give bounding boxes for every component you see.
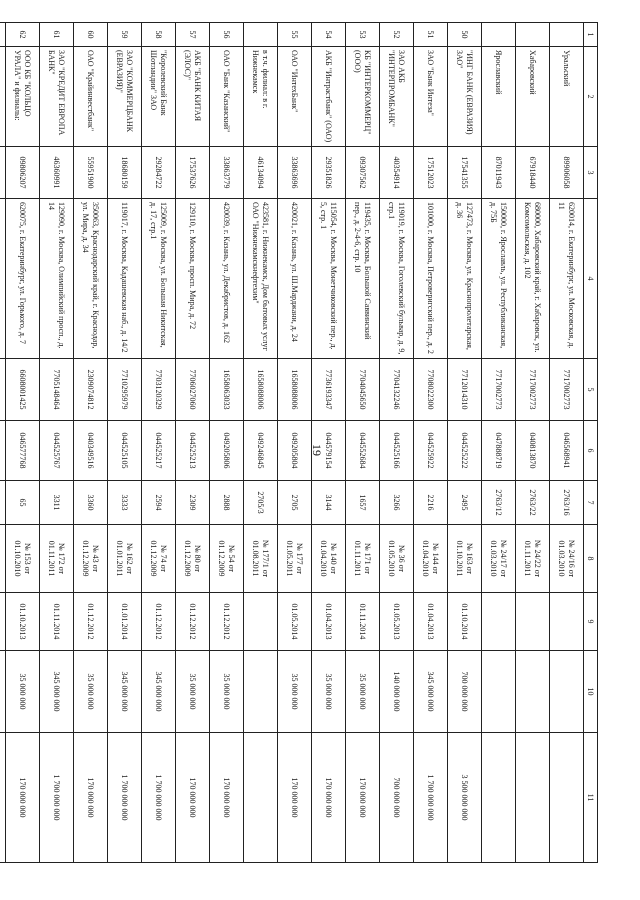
reg-number-cell: 2888: [210, 481, 244, 525]
okpo-cell: 33863696: [278, 147, 312, 199]
table-row: [482, 23, 516, 863]
okpo-cell: 09806207: [6, 147, 40, 199]
bank-registry-table: [0, 22, 598, 863]
inn-cell: 7708022300: [414, 359, 448, 421]
date-cell: [516, 593, 550, 651]
amount-cell: 35 000 000: [6, 651, 40, 733]
certificate-cell: № 43 от 01.12.2009: [74, 525, 108, 593]
bik-cell: 044525222: [448, 421, 482, 481]
column-header: 6: [584, 421, 598, 481]
amount-cell: 700 000 000: [448, 651, 482, 733]
limit-cell: 170 000 000: [346, 733, 380, 863]
inn-cell: 7705148464: [40, 359, 74, 421]
column-header: 11: [584, 733, 598, 863]
limit-cell: 1 700 000 000: [142, 733, 176, 863]
date-cell: 01.10.2013: [6, 593, 40, 651]
certificate-cell: № 74 от 01.12.2009: [142, 525, 176, 593]
row-number-cell: [244, 23, 278, 47]
table-row: [0, 23, 6, 863]
date-cell: 01.12.2012: [142, 593, 176, 651]
column-header: 10: [584, 651, 598, 733]
limit-cell: 700 000 000: [380, 733, 414, 863]
certificate-cell: № 153 от 01.10.2010: [6, 525, 40, 593]
certificate-cell: № 162 от 01.01.2011: [108, 525, 142, 593]
bik-cell: 044525105: [108, 421, 142, 481]
bik-cell: 040349516: [74, 421, 108, 481]
limit-cell: 3 500 000 000: [448, 733, 482, 863]
bik-cell: [0, 421, 6, 481]
inn-cell: 7703120329: [142, 359, 176, 421]
bank-name-cell: КБ "ИНТЕРКОММЕРЦ" (ООО): [346, 47, 380, 147]
limit-cell: 170 000 000: [6, 733, 40, 863]
address-cell: 150000, г. Ярославль, ул. Республиканская, д. 75Б: [482, 199, 516, 359]
inn-cell: 7717002773: [516, 359, 550, 421]
date-cell: 01.04.2013: [414, 593, 448, 651]
limit-cell: [516, 733, 550, 863]
address-cell: 423581, г. Нижнекамск, Дом бытовых услуг ОАО "Нижнекамскнефтехим": [244, 199, 278, 359]
okpo-cell: 67918440: [516, 147, 550, 199]
certificate-cell: № 140 от 01.04.2010: [312, 525, 346, 593]
reg-number-cell: 3311: [40, 481, 74, 525]
table-row: [516, 23, 550, 863]
reg-number-cell: 3266: [380, 481, 414, 525]
inn-cell: 7717002773: [550, 359, 584, 421]
table-row: [244, 23, 278, 863]
address-cell: 420039, г. Казань, ул. Декабристов, д. 162: [210, 199, 244, 359]
table-row: [6, 23, 40, 863]
date-cell: 01.10.2014: [448, 593, 482, 651]
address-cell: 129090, г. Москва, Олимпийский просп., д. 14: [40, 199, 74, 359]
inn-cell: 7712014310: [448, 359, 482, 421]
certificate-cell: [0, 525, 6, 593]
amount-cell: [516, 651, 550, 733]
date-cell: 01.11.2014: [40, 593, 74, 651]
limit-cell: 170 000 000: [278, 733, 312, 863]
reg-number-cell: 2763/22: [516, 481, 550, 525]
amount-cell: 345 000 000: [40, 651, 74, 733]
okpo-cell: [0, 147, 6, 199]
date-cell: 01.05.2013: [380, 593, 414, 651]
okpo-cell: 17541355: [448, 147, 482, 199]
certificate-cell: № 24/17 от 01.03.2010: [482, 525, 516, 593]
address-cell: 620014, г. Екатеринбург, ул. Московская, д. 11: [550, 199, 584, 359]
certificate-cell: № 36 от 01.05.2010: [380, 525, 414, 593]
bik-cell: 044579154: [312, 421, 346, 481]
table-row: [312, 23, 346, 863]
amount-cell: [550, 651, 584, 733]
bank-registry-table-wrapper: [13, 22, 598, 862]
date-cell: 01.11.2014: [346, 593, 380, 651]
bank-name-cell: ЗАО "Банк Интеза": [414, 47, 448, 147]
okpo-cell: 33863779: [210, 147, 244, 199]
column-number-row: [584, 23, 598, 863]
page-number: 19: [310, 444, 324, 456]
address-cell: 125009, г. Москва, ул. Большая Никитская, д. 17, стр.1: [142, 199, 176, 359]
inn-cell: 1658063033: [210, 359, 244, 421]
limit-cell: 1 700 000 000: [40, 733, 74, 863]
column-header: 1: [584, 23, 598, 47]
limit-cell: 170 000 000: [74, 733, 108, 863]
inn-cell: 6608001425: [6, 359, 40, 421]
limit-cell: [550, 733, 584, 863]
inn-cell: [0, 359, 6, 421]
reg-number-cell: 2309: [176, 481, 210, 525]
inn-cell: 7704132246: [380, 359, 414, 421]
certificate-cell: № 54 от 01.12.2009: [210, 525, 244, 593]
bank-name-cell: "Королевский Банк Шотландии" ЗАО: [142, 47, 176, 147]
okpo-cell: 18680159: [108, 147, 142, 199]
amount-cell: 345 000 000: [142, 651, 176, 733]
inn-cell: 7736193347: [312, 359, 346, 421]
amount-cell: 345 000 000: [108, 651, 142, 733]
bank-name-cell: ЗАО "КРЕДИТ ЕВРОПА БАНК": [40, 47, 74, 147]
limit-cell: [244, 733, 278, 863]
table-row: [74, 23, 108, 863]
inn-cell: 7710295979: [108, 359, 142, 421]
amount-cell: 35 000 000: [210, 651, 244, 733]
okpo-cell: 46134094: [244, 147, 278, 199]
bank-name-cell: Хабаровский: [516, 47, 550, 147]
date-cell: 01.12.2012: [176, 593, 210, 651]
bank-name-cell: Уральский: [550, 47, 584, 147]
amount-cell: 345 000 000: [414, 651, 448, 733]
row-number-cell: [516, 23, 550, 47]
reg-number-cell: 2705: [278, 481, 312, 525]
limit-cell: 1 700 000 000: [108, 733, 142, 863]
row-number-cell: 55: [278, 23, 312, 47]
certificate-cell: № 24/22 от 01.11.2011: [516, 525, 550, 593]
inn-cell: 7704045650: [346, 359, 380, 421]
reg-number-cell: 3333: [108, 481, 142, 525]
column-header: 9: [584, 593, 598, 651]
table-row: [448, 23, 482, 863]
amount-cell: [0, 651, 6, 733]
table-row: [176, 23, 210, 863]
bik-cell: 044525217: [142, 421, 176, 481]
date-cell: 01.12.2012: [74, 593, 108, 651]
limit-cell: [482, 733, 516, 863]
certificate-cell: № 177/1 от 01.08.2011: [244, 525, 278, 593]
reg-number-cell: 2594: [142, 481, 176, 525]
certificate-cell: № 177 от 01.05.2011: [278, 525, 312, 593]
bik-cell: 049246845: [244, 421, 278, 481]
table-row: [278, 23, 312, 863]
limit-cell: 170 000 000: [176, 733, 210, 863]
table-row: [414, 23, 448, 863]
row-number-cell: 59: [108, 23, 142, 47]
okpo-cell: 46360991: [40, 147, 74, 199]
column-header: 7: [584, 481, 598, 525]
row-number-cell: 54: [312, 23, 346, 47]
reg-number-cell: 2763/16: [550, 481, 584, 525]
row-number-cell: 61: [40, 23, 74, 47]
address-cell: 680000, Хабаровский край, г. Хабаровск, ул. Комсомольская, д. 102: [516, 199, 550, 359]
bank-name-cell: ЗАО "КОММЕРЦБАНК (ЕВРАЗИЯ)": [108, 47, 142, 147]
limit-cell: [0, 733, 6, 863]
reg-number-cell: 2705/3: [244, 481, 278, 525]
address-cell: 119017, г. Москва, Кадашевская наб., д. 14/2: [108, 199, 142, 359]
inn-cell: 1658088006: [244, 359, 278, 421]
bik-cell: 044525767: [40, 421, 74, 481]
reg-number-cell: 2763/12: [482, 481, 516, 525]
row-number-cell: [550, 23, 584, 47]
okpo-cell: 40354914: [380, 147, 414, 199]
row-number-cell: 58: [142, 23, 176, 47]
okpo-cell: 17512023: [414, 147, 448, 199]
table-row: [142, 23, 176, 863]
row-number-cell: 52: [380, 23, 414, 47]
table-row: [550, 23, 584, 863]
bank-name-cell: АКБ "Интрастбанк" (ОАО): [312, 47, 346, 147]
address-cell: 119019, г. Москва, Гоголевский бульвар, д. 9, стр.1: [380, 199, 414, 359]
certificate-cell: № 171 от 01.11.2011: [346, 525, 380, 593]
okpo-cell: 55951900: [74, 147, 108, 199]
row-number-cell: 50: [448, 23, 482, 47]
address-cell: 101000, г. Москва, Петроверигский пер., д. 2: [414, 199, 448, 359]
column-header: 4: [584, 199, 598, 359]
limit-cell: 170 000 000: [312, 733, 346, 863]
amount-cell: 35 000 000: [346, 651, 380, 733]
amount-cell: 140 000 000: [380, 651, 414, 733]
bank-name-cell: "ИНГ БАНК (ЕВРАЗИЯ) ЗАО": [448, 47, 482, 147]
table-row: [108, 23, 142, 863]
okpo-cell: 29284722: [142, 147, 176, 199]
certificate-cell: № 172 от 01.11.2011: [40, 525, 74, 593]
bank-name-cell: ОАО "Банк "Казанский": [210, 47, 244, 147]
column-header: 8: [584, 525, 598, 593]
bik-cell: 044525922: [414, 421, 448, 481]
amount-cell: 35 000 000: [176, 651, 210, 733]
reg-number-cell: 1657: [346, 481, 380, 525]
amount-cell: 35 000 000: [74, 651, 108, 733]
certificate-cell: № 144 от 01.04.2010: [414, 525, 448, 593]
reg-number-cell: [0, 481, 6, 525]
date-cell: 01.01.2014: [108, 593, 142, 651]
date-cell: 01.05.2014: [278, 593, 312, 651]
column-header: 3: [584, 147, 598, 199]
row-number-cell: 57: [176, 23, 210, 47]
certificate-cell: № 163 от 01.10.2011: [448, 525, 482, 593]
table-row: [380, 23, 414, 863]
bank-name-cell: ЗАО АКБ "ИНТЕРПРОМБАНК": [380, 47, 414, 147]
date-cell: [482, 593, 516, 651]
address-cell: 119435, г. Москва, Большой Саввинский пер., д. 2-4-6, стр. 10: [346, 199, 380, 359]
bank-name-cell: ОАО "ИнтехБанк": [278, 47, 312, 147]
row-number-cell: 56: [210, 23, 244, 47]
column-header: 5: [584, 359, 598, 421]
bank-name-cell: [0, 47, 6, 147]
okpo-cell: 09307562: [346, 147, 380, 199]
bik-cell: 040813870: [516, 421, 550, 481]
date-cell: 01.04.2013: [312, 593, 346, 651]
bik-cell: 049205806: [210, 421, 244, 481]
row-number-cell: 60: [74, 23, 108, 47]
address-cell: 620075, г. Екатеринбург, ул. Горького, д. 7: [6, 199, 40, 359]
date-cell: [550, 593, 584, 651]
rotated-table-frame: [13, 22, 598, 862]
okpo-cell: 17537626: [176, 147, 210, 199]
bank-name-cell: Ярославский: [482, 47, 516, 147]
bik-cell: 044552684: [346, 421, 380, 481]
row-number-cell: [482, 23, 516, 47]
limit-cell: 170 000 000: [210, 733, 244, 863]
reg-number-cell: 3144: [312, 481, 346, 525]
table-row: [40, 23, 74, 863]
bank-name-cell: ООО КБ "КОЛЬЦО УРАЛА" и филиалы:: [6, 47, 40, 147]
amount-cell: 35 000 000: [278, 651, 312, 733]
address-cell: 350063, Краснодарский край, г. Краснодар, ул. Мира, д. 34: [74, 199, 108, 359]
date-cell: 01.12.2012: [210, 593, 244, 651]
bank-name-cell: АКБ "БАНК КИТАЯ (ЭЛОС)": [176, 47, 210, 147]
reg-number-cell: 2495: [448, 481, 482, 525]
amount-cell: [244, 651, 278, 733]
okpo-cell: 89906058: [550, 147, 584, 199]
row-number-cell: [0, 23, 6, 47]
bik-cell: 044525166: [380, 421, 414, 481]
bik-cell: 044525213: [176, 421, 210, 481]
bik-cell: 049205804: [278, 421, 312, 481]
okpo-cell: 87011943: [482, 147, 516, 199]
amount-cell: [482, 651, 516, 733]
inn-cell: 7706027060: [176, 359, 210, 421]
row-number-cell: 51: [414, 23, 448, 47]
table-row: [210, 23, 244, 863]
bik-cell: 046568941: [550, 421, 584, 481]
reg-number-cell: 3360: [74, 481, 108, 525]
address-cell: 127473, г. Москва, ул. Краснопролетарская, д. 36: [448, 199, 482, 359]
bik-cell: 046577768: [6, 421, 40, 481]
bank-name-cell: в т.ч. филиал: в г. Нижнекамск: [244, 47, 278, 147]
certificate-cell: № 80 от 01.12.2009: [176, 525, 210, 593]
amount-cell: 35 000 000: [312, 651, 346, 733]
bik-cell: 047888719: [482, 421, 516, 481]
column-header: 2: [584, 47, 598, 147]
inn-cell: 1658088006: [278, 359, 312, 421]
address-cell: 420021, г. Казань, ул. Ш.Марджани, д. 24: [278, 199, 312, 359]
inn-cell: 7717002773: [482, 359, 516, 421]
date-cell: [244, 593, 278, 651]
reg-number-cell: 65: [6, 481, 40, 525]
row-number-cell: 53: [346, 23, 380, 47]
table-body: [0, 23, 598, 863]
okpo-cell: 29351826: [312, 147, 346, 199]
date-cell: [0, 593, 6, 651]
address-cell: 115054, г. Москва, Монетчиковский пер., д. 5, стр. 1: [312, 199, 346, 359]
certificate-cell: № 24/16 от 01.03.2010: [550, 525, 584, 593]
reg-number-cell: 2216: [414, 481, 448, 525]
address-cell: 129110, г. Москва, просп. Мира, д. 72: [176, 199, 210, 359]
limit-cell: 1 700 000 000: [414, 733, 448, 863]
table-row: [346, 23, 380, 863]
row-number-cell: 62: [6, 23, 40, 47]
inn-cell: 2309074812: [74, 359, 108, 421]
bank-name-cell: ОАО "Крайинвестбанк": [74, 47, 108, 147]
address-cell: [0, 199, 6, 359]
